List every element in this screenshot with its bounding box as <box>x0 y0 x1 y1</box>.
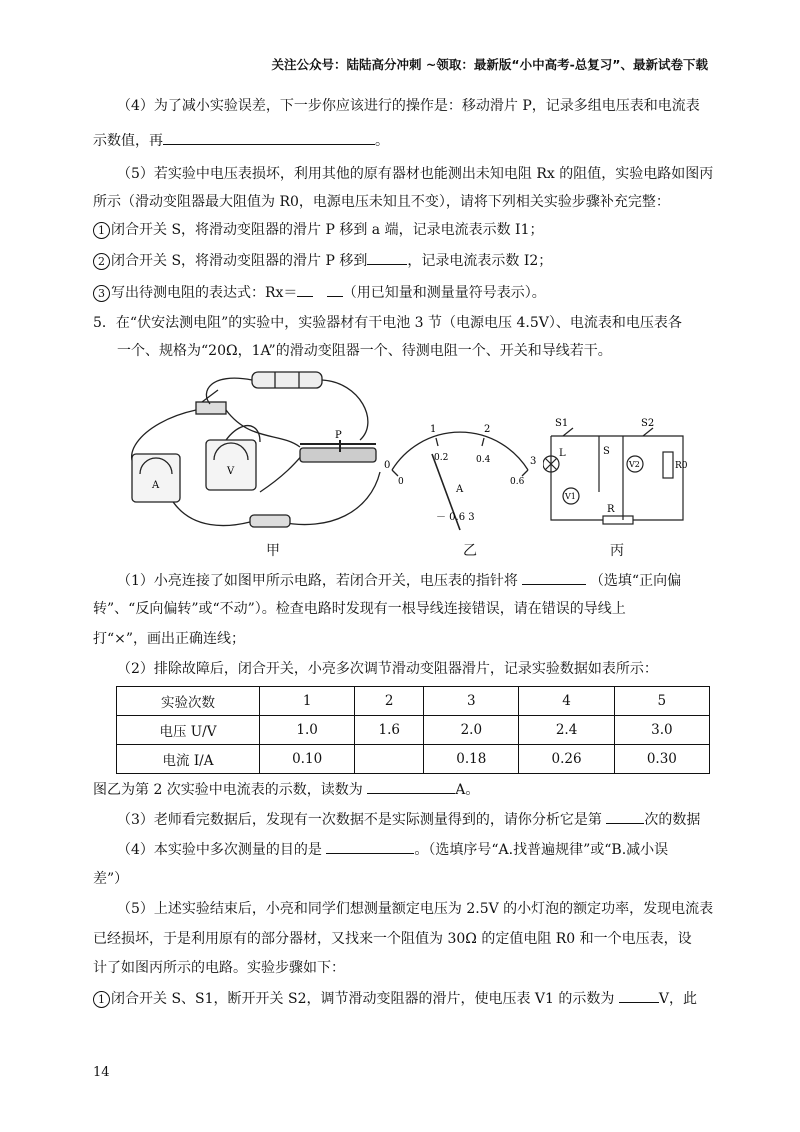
svg-text:0: 0 <box>384 460 391 471</box>
answer-blank[interactable] <box>327 282 343 297</box>
q2-line1: （2）排除故障后，闭合开关，小亮多次调节滑动变阻器滑片，记录实验数据如表所示： <box>117 661 658 677</box>
answer-blank[interactable] <box>326 839 414 854</box>
answer-blank[interactable] <box>606 809 644 824</box>
q3-line: （3）老师看完数据后，发现有一次数据不是实际测量得到的，请你分析它是第 次的数据 <box>117 809 700 830</box>
switch-icon <box>196 402 226 414</box>
step-number: 1 <box>93 222 110 239</box>
q4-line1: （4）本实验中多次测量的目的是 。（选填序号“A.找普遍规律”或“B.减小误 <box>117 839 668 860</box>
q1-line1: （1）小亮连接了如图甲所示电路，若闭合开关，电压表的指针将 （选填“正向偏 <box>117 570 681 591</box>
svg-text:0.6: 0.6 <box>510 477 525 487</box>
data-table <box>116 686 710 774</box>
rheostat-r-icon <box>603 516 633 524</box>
figure-jia-circuit <box>110 362 400 537</box>
q1-line3: 打“×”，画出正确连线； <box>93 631 246 647</box>
voltmeter-letter: V <box>227 466 235 477</box>
svg-text:R: R <box>607 504 615 515</box>
ammeter-letter: A <box>152 480 160 491</box>
switch-s2-icon <box>643 428 653 436</box>
answer-blank[interactable] <box>522 570 586 585</box>
q5-line3: 计了如图丙所示的电路。实验步骤如下： <box>93 960 345 976</box>
svg-text:3: 3 <box>530 456 537 467</box>
answer-blank[interactable] <box>297 282 313 297</box>
svg-text:0: 0 <box>398 477 404 487</box>
figure-jia-label: 甲 <box>266 543 280 559</box>
answer-blank[interactable] <box>619 988 659 1003</box>
table-row: 电压 U/V 1.0 1.6 2.0 2.4 3.0 <box>117 716 710 745</box>
svg-text:0.4: 0.4 <box>476 455 491 465</box>
after-table-line: 图乙为第 2 次实验中电流表的示数，读数为 A。 <box>93 779 479 800</box>
step-number: 1 <box>93 991 110 1008</box>
page-header: 关注公众号：陆陆高分冲刺 ~领取：最新版“小中高考-总复习”、最新试卷下载 <box>271 57 708 72</box>
page-number: 14 <box>93 1065 110 1080</box>
q5-prev-line2: 所示（滑动变阻器最大阻值为 R0，电源电压未知且不变），请将下列相关实验步骤补充完整： <box>93 194 670 210</box>
svg-text:1: 1 <box>430 424 437 435</box>
dial-arc <box>392 432 528 470</box>
svg-text:L: L <box>559 448 566 459</box>
q5-line1: （5）上述实验结束后，小亮和同学们想测量额定电压为 2.5V 的小灯泡的额定功率，发现电流表 <box>117 901 714 917</box>
svg-text:R0: R0 <box>675 461 688 471</box>
q4-prev-line2: 示数值，再 。 <box>93 130 389 151</box>
answer-blank[interactable] <box>367 250 407 265</box>
svg-text:0.2: 0.2 <box>434 453 449 463</box>
q5-prev-step3: 3 写出待测电阻的表达式：Rx＝ （用已知量和测量量符号表示）。 <box>93 282 546 303</box>
switch-s1-icon <box>563 428 573 436</box>
svg-text:V1: V1 <box>565 492 576 501</box>
voltmeter-icon <box>206 440 256 490</box>
q5-step1: 1 闭合开关 S、S1，断开开关 S2，调节滑动变阻器的滑片，使电压表 V1 的示数为 V，此 <box>93 988 697 1009</box>
answer-blank[interactable] <box>367 779 455 794</box>
answer-blank[interactable] <box>163 130 375 145</box>
q5-prev-step1: 1 闭合开关 S，将滑动变阻器的滑片 P 移到 a 端，记录电流表示数 I1； <box>93 220 544 240</box>
problem5-line2: 一个、规格为“20Ω，1A”的滑动变阻器一个、待测电阻一个、开关和导线若干。 <box>117 343 612 359</box>
svg-text:S: S <box>603 446 610 457</box>
q4-line2: 差”） <box>93 871 129 887</box>
q5-prev-line1: （5）若实验中电压表损坏，利用其他的原有器材也能测出未知电阻 Rx 的阻值，实验电路如图丙 <box>117 166 714 182</box>
ammeter-icon <box>132 454 180 502</box>
q5-line2: 已经损坏，于是利用原有的部分器材，又找来一个阻值为 30Ω 的定值电阻 R0 和一个电压表，设 <box>93 931 692 947</box>
figure-bing-circuit <box>543 412 693 530</box>
resistor-r0-icon <box>663 452 673 478</box>
battery-icon <box>252 372 322 388</box>
q1-line2: 转”、“反向偏转”或“不动”）。检查电路时发现有一根导线连接错误，请在错误的导线上 <box>93 601 626 617</box>
svg-text:－ 0.6 3: － 0.6 3 <box>436 512 475 523</box>
slider-letter: P <box>335 430 342 441</box>
svg-text:V2: V2 <box>629 460 640 469</box>
figure-bing-label: 丙 <box>610 543 624 559</box>
rheostat-icon <box>300 448 376 462</box>
figure-yi-label: 乙 <box>463 543 477 559</box>
problem5-line1: 5．在“伏安法测电阻”的实验中，实验器材有干电池 3 节（电源电压 4.5V）、电流表和电压表各 <box>93 315 682 331</box>
table-row: 电流 I/A 0.10 0.18 0.26 0.30 <box>117 745 710 774</box>
svg-text:A: A <box>456 484 464 495</box>
table-row: 实验次数 1 2 3 4 5 <box>117 687 710 716</box>
svg-text:2: 2 <box>484 424 491 435</box>
step-number: 3 <box>93 285 110 302</box>
svg-text:S2: S2 <box>641 418 655 429</box>
resistor-icon <box>250 515 290 527</box>
svg-text:S1: S1 <box>555 418 569 429</box>
q4-prev-line1: （4）为了减小实验误差，下一步你应该进行的操作是：移动滑片 P，记录多组电压表和电流表 <box>117 98 700 114</box>
step-number: 2 <box>93 253 110 270</box>
figure-yi-ammeter-dial <box>380 412 540 532</box>
q5-prev-step2: 2 闭合开关 S，将滑动变阻器的滑片 P 移到 ，记录电流表示数 I2； <box>93 250 552 271</box>
